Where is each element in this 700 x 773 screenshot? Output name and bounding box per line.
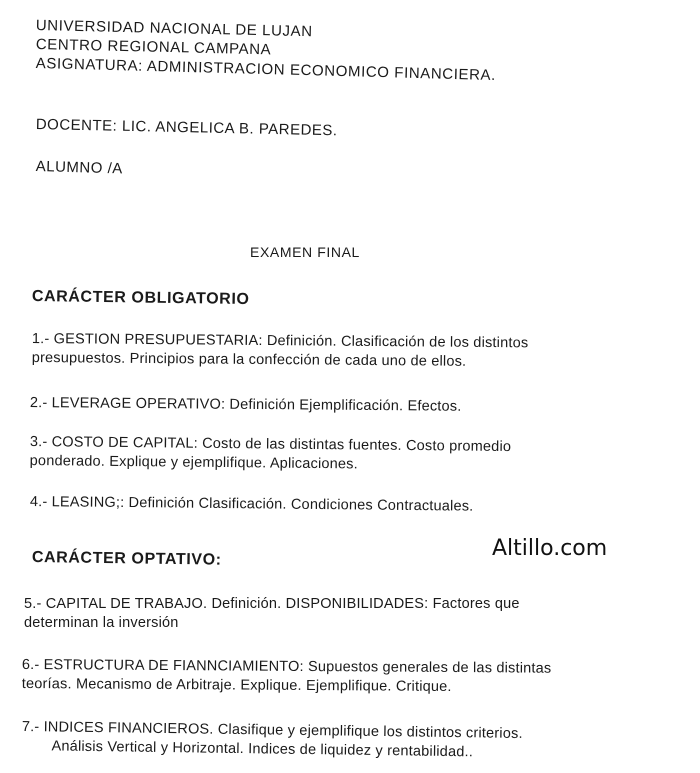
regional-center: CENTRO REGIONAL CAMPANA bbox=[35, 36, 272, 59]
exam-item-5 bbox=[24, 595, 520, 633]
exam-item-7-line-2: Análisis Vertical y Horizontal. Indices de liquidez y rentabilidad.. bbox=[51, 738, 474, 761]
university-name: UNIVERSIDAD NACIONAL DE LUJAN bbox=[35, 17, 313, 41]
exam-item-5-line-2: determinan la inversión bbox=[24, 615, 179, 631]
exam-item-3-line-2: ponderado. Explique y ejemplifique. Aplicaciones. bbox=[29, 452, 358, 473]
exam-item-2 bbox=[30, 394, 462, 417]
exam-item-4 bbox=[30, 493, 474, 517]
exam-item-5-line-1: 5.- CAPITAL DE TRABAJO. Definición. DISPONIBILIDADES: Factores que bbox=[24, 596, 520, 612]
subject-line: ASIGNATURA: ADMINISTRACION ECONOMICO FINANCIERA. bbox=[35, 55, 497, 85]
student-line: ALUMNO /A bbox=[35, 158, 123, 178]
section-optional-heading: CARÁCTER OPTATIVO: bbox=[31, 549, 222, 569]
exam-item-7-line-1: 7.- INDICES FINANCIEROS. Clasifique y ejemplifique los distintos criterios. bbox=[21, 718, 523, 742]
exam-item-2-line-1: 2.- LEVERAGE OPERATIVO: Definición Ejemplificación. Efectos. bbox=[29, 394, 462, 415]
exam-item-7 bbox=[21, 718, 522, 763]
exam-title: EXAMEN FINAL bbox=[250, 244, 360, 260]
exam-item-6 bbox=[22, 656, 552, 698]
exam-item-3-line-1: 3.- COSTO DE CAPITAL: Costo de las distintas fuentes. Costo promedio bbox=[29, 433, 512, 456]
section-mandatory-heading: CARÁCTER OBLIGATORIO bbox=[31, 288, 250, 309]
exam-item-4-line-1: 4.- LEASING;: Definición Clasificación. Condiciones Contractuales. bbox=[29, 493, 474, 515]
teacher-line: DOCENTE: LIC. ANGELICA B. PAREDES. bbox=[35, 116, 338, 140]
exam-item-1 bbox=[32, 330, 529, 372]
exam-item-1-line-2: presupuestos. Principios para la confección de cada uno de ellos. bbox=[31, 349, 467, 370]
altillo-watermark: Altillo.com bbox=[492, 536, 608, 561]
exam-item-6-line-2: teorías. Mecanismo de Arbitraje. Explique. Ejemplifique. Critique. bbox=[21, 675, 452, 696]
exam-item-3 bbox=[30, 433, 512, 476]
exam-item-6-line-1: 6.- ESTRUCTURA DE FIANNCIAMIENTO: Supuestos generales de las distintas bbox=[21, 657, 552, 677]
exam-item-1-line-1: 1.- GESTION PRESUPUESTARIA: Definición. Clasificación de los distintos bbox=[31, 330, 529, 352]
